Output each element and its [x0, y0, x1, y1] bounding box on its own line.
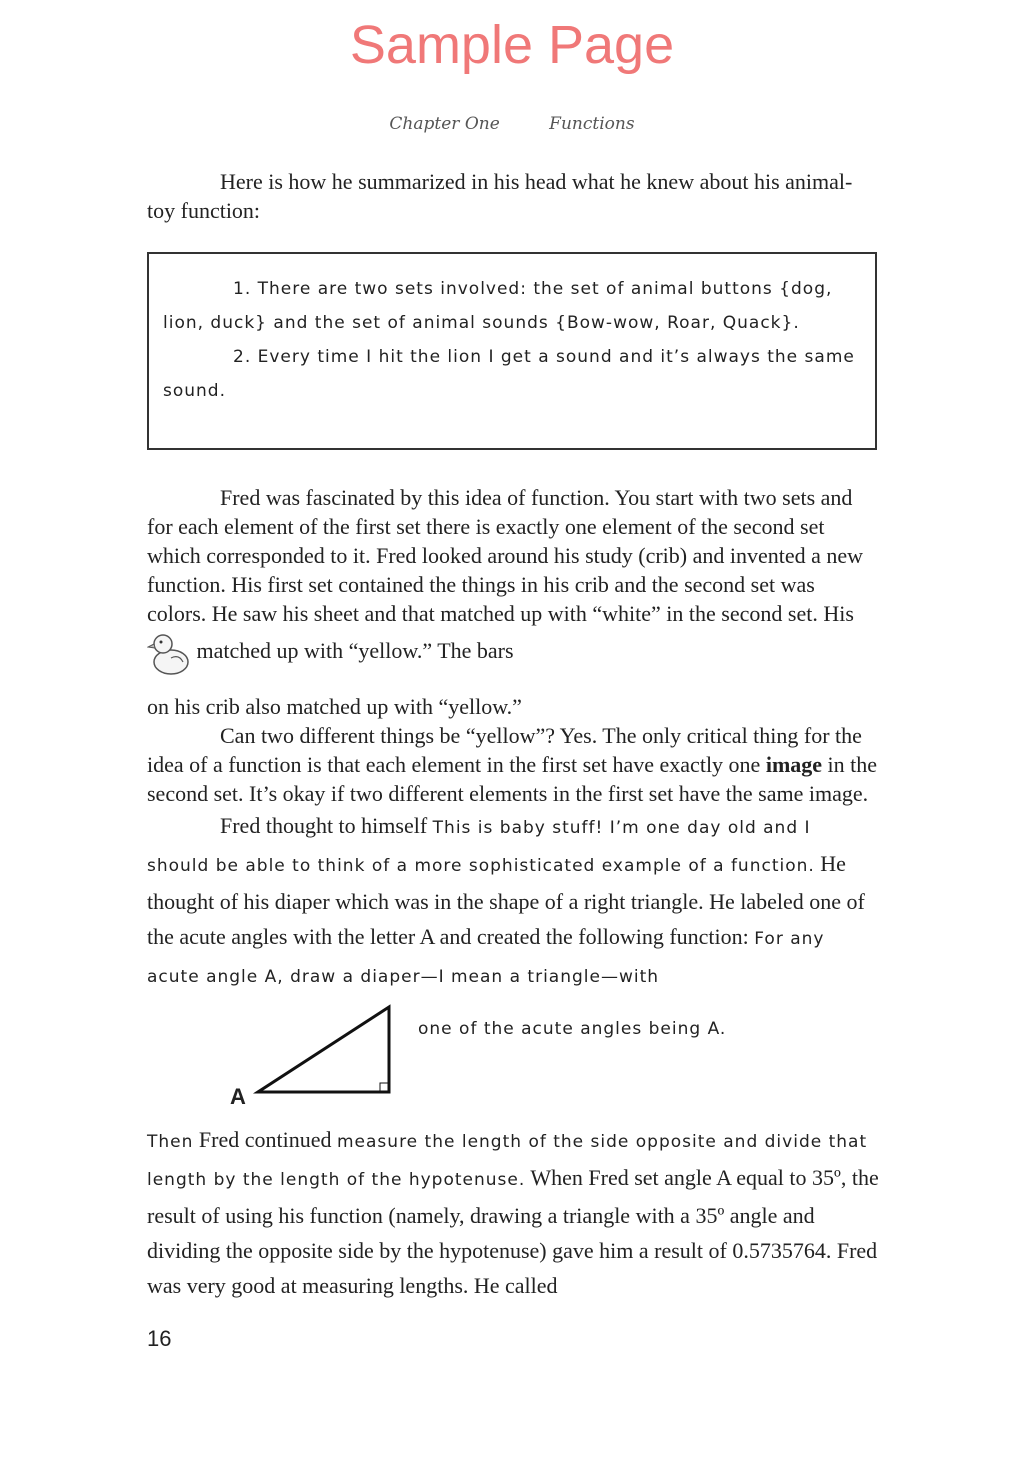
paragraph-text — [147, 808, 879, 995]
page-number: 16 — [147, 1326, 172, 1351]
section-title: Functions — [549, 114, 635, 134]
summary-item-1: 1. There are two sets involved: the set of animal buttons {dog, lion, duck} and the set of animal sounds {Bow-wow, Roar, Quack}. — [163, 279, 833, 333]
text-run: When Fred set angle A equal to 35º, the result of using his function (namely, drawing a triangle with a 35º angle and dividing the opposite side by the hypotenuse) gave him a result of 0.5735764. Fred was very good at measuring lengths. He called — [147, 1165, 879, 1298]
intro-paragraph — [147, 167, 879, 225]
handwritten-thought: For any acute angle A, draw a diaper—I mean a triangle—with — [147, 929, 825, 987]
duck-icon — [147, 628, 191, 678]
handwritten-thought: Then — [147, 1132, 194, 1152]
text-run: Can two different things be “yellow”? Yes. The only critical thing for the idea of a function is that each element in the first set have exactly one — [147, 723, 862, 777]
text-run: in the second set. It’s okay if two different elements in the first set have the same image. — [147, 752, 878, 806]
handwritten-thought: This is baby stuff! I’m one day old and I should be able to think of a more sophisticated example of a function. — [147, 818, 815, 876]
text-run: Fred thought to himself — [220, 813, 433, 838]
text-run: He thought of his diaper which was in the shape of a right triangle. He labeled one of the acute angles with the letter A and created the following function: — [147, 851, 865, 949]
text-run: Fred was fascinated by this idea of function. You start with two sets and for each element of the first set there is exactly one element of the second set which corresponded to it. Fred looked around his study (crib) and invented a new function. His first set contained the things in his crib and the second set was colors. He saw his sheet and that matched up with “white” in the second set. His — [147, 485, 864, 626]
fred-paragraph — [147, 483, 879, 995]
paragraph-text: Here is how he summarized in his head what he knew about his animal-toy function: — [147, 169, 853, 223]
paragraph-text — [147, 1122, 879, 1303]
angle-label: A — [230, 1084, 246, 1109]
running-head — [0, 114, 1024, 134]
paragraph-text — [147, 721, 879, 808]
chapter-title: Chapter One — [389, 114, 500, 134]
handwritten-thought: one of the acute angles being A. — [418, 1019, 727, 1039]
summary-box — [147, 252, 877, 450]
paragraph-text: on his crib also matched up with “yellow.” — [147, 694, 522, 719]
triangle-caption — [418, 1012, 878, 1044]
continued-paragraph — [147, 1122, 879, 1303]
bold-term: image — [765, 752, 823, 777]
text-run: matched up with “yellow.” The bars — [196, 638, 514, 664]
text-run: Fred continued — [193, 1127, 337, 1152]
handwritten-thought: measure the length of the side opposite and divide that length by the length of the hypotenuse. — [147, 1132, 868, 1190]
paragraph-text — [147, 483, 879, 678]
summary-item-2: 2. Every time I hit the lion I get a sound and it’s always the same sound. — [163, 347, 855, 401]
watermark: Sample Page — [349, 15, 675, 75]
right-triangle-diagram — [250, 1000, 400, 1100]
